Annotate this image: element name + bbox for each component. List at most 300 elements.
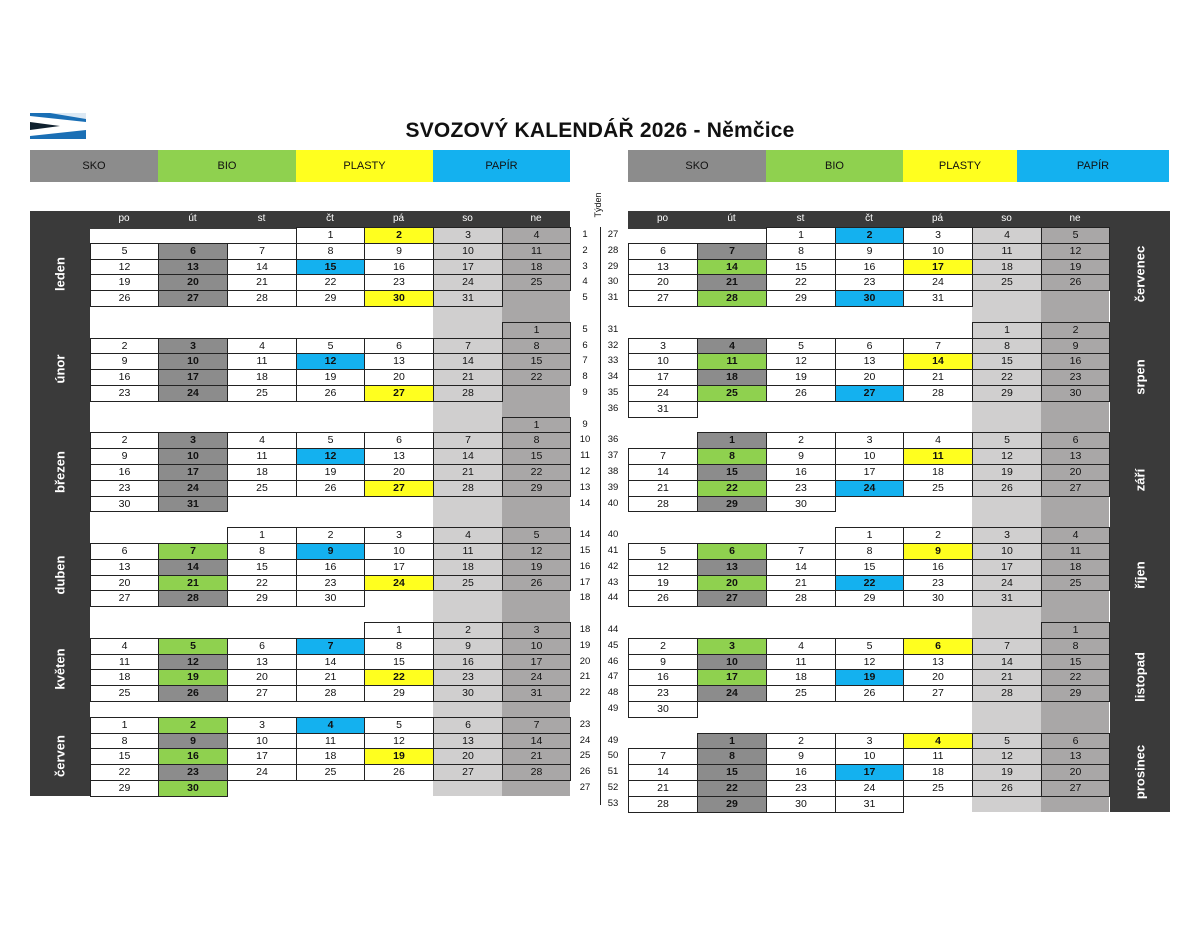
week-number: 18 — [579, 624, 591, 635]
day-cell: 29 — [90, 780, 159, 797]
day-cell: 25 — [502, 274, 571, 291]
week-number: 27 — [607, 229, 619, 240]
day-cell: 27 — [158, 290, 228, 307]
day-cell: 27 — [90, 590, 159, 607]
day-cell: 17 — [835, 764, 904, 781]
day-cell: 23 — [90, 385, 159, 402]
day-cell: 22 — [502, 464, 571, 481]
week-number: 2 — [582, 244, 588, 256]
day-cell: 30 — [364, 290, 434, 307]
day-cell: 12 — [628, 559, 698, 576]
day-cell: 21 — [766, 575, 836, 592]
day-cell: 28 — [697, 290, 767, 307]
day-cell: 17 — [158, 464, 228, 481]
day-cell: 19 — [364, 748, 434, 765]
week-number: 49 — [607, 734, 619, 746]
day-cell: 19 — [296, 464, 365, 481]
day-cell: 4 — [1041, 527, 1110, 544]
day-cell: 14 — [628, 764, 698, 781]
day-cell: 24 — [433, 274, 503, 291]
day-cell: 28 — [296, 685, 365, 702]
day-header-so: so — [1001, 213, 1012, 224]
legend-papír: PAPÍR — [1017, 150, 1169, 182]
day-cell: 7 — [433, 432, 503, 449]
day-cell: 15 — [364, 654, 434, 671]
day-cell: 28 — [227, 290, 297, 307]
day-cell: 22 — [697, 480, 767, 497]
day-cell: 11 — [502, 243, 571, 260]
day-cell: 29 — [835, 590, 904, 607]
day-cell: 4 — [433, 527, 503, 544]
day-cell: 15 — [697, 764, 767, 781]
day-cell: 26 — [766, 385, 836, 402]
day-cell: 15 — [766, 259, 836, 276]
week-number: 12 — [579, 466, 591, 477]
day-cell: 21 — [903, 369, 973, 386]
day-cell: 25 — [227, 480, 297, 497]
month-label: červen — [52, 735, 68, 778]
day-cell: 7 — [227, 243, 297, 260]
day-cell: 13 — [364, 448, 434, 465]
day-cell: 26 — [628, 590, 698, 607]
week-number: 32 — [607, 339, 619, 351]
legend-plasty: PLASTY — [296, 150, 433, 182]
month-band-březen — [30, 417, 90, 528]
day-cell: 24 — [835, 480, 904, 497]
day-cell: 15 — [227, 559, 297, 576]
day-cell: 27 — [1041, 780, 1110, 797]
week-number: 46 — [607, 655, 619, 667]
week-number: 40 — [607, 529, 619, 541]
day-cell: 11 — [1041, 543, 1110, 560]
day-cell: 25 — [903, 780, 973, 797]
day-cell: 1 — [227, 527, 297, 544]
month-label: leden — [52, 257, 68, 292]
month-label: listopad — [1132, 652, 1148, 703]
day-header-st: st — [796, 213, 805, 224]
day-cell: 28 — [433, 480, 503, 497]
day-cell: 11 — [90, 654, 159, 671]
day-cell: 27 — [697, 590, 767, 607]
day-cell: 25 — [90, 685, 159, 702]
day-cell: 30 — [90, 496, 159, 513]
day-cell: 2 — [903, 527, 973, 544]
week-number: 27 — [579, 782, 591, 793]
day-cell: 22 — [502, 369, 571, 386]
day-cell: 23 — [364, 274, 434, 291]
week-number: 19 — [579, 639, 591, 651]
day-cell: 25 — [697, 385, 767, 402]
day-cell: 3 — [364, 527, 434, 544]
day-cell: 23 — [903, 575, 973, 592]
week-number: 21 — [579, 671, 591, 683]
week-number: 44 — [607, 624, 619, 635]
day-header-so: so — [462, 213, 473, 224]
day-cell: 10 — [502, 638, 571, 655]
day-header-čt: čt — [326, 213, 334, 224]
day-cell: 18 — [697, 369, 767, 386]
day-cell: 18 — [766, 669, 836, 686]
day-cell: 28 — [628, 796, 698, 813]
day-cell: 15 — [502, 353, 571, 370]
day-cell: 8 — [90, 733, 159, 750]
day-cell: 14 — [433, 448, 503, 465]
week-header-text: Týden — [593, 192, 603, 218]
day-cell: 26 — [972, 780, 1042, 797]
day-cell: 5 — [364, 717, 434, 734]
day-cell: 5 — [296, 338, 365, 355]
week-number: 3 — [582, 260, 588, 272]
day-cell: 7 — [972, 638, 1042, 655]
month-label: květen — [52, 648, 68, 690]
day-cell: 2 — [296, 527, 365, 544]
day-cell: 2 — [628, 638, 698, 655]
day-cell: 1 — [90, 717, 159, 734]
day-cell: 19 — [766, 369, 836, 386]
day-cell: 4 — [972, 227, 1042, 244]
week-number: 31 — [607, 323, 619, 335]
day-cell: 3 — [972, 527, 1042, 544]
day-cell: 5 — [972, 733, 1042, 750]
day-cell: 4 — [90, 638, 159, 655]
day-cell: 27 — [1041, 480, 1110, 497]
day-cell: 15 — [502, 448, 571, 465]
day-cell: 24 — [628, 385, 698, 402]
day-cell: 24 — [972, 575, 1042, 592]
day-cell: 16 — [628, 669, 698, 686]
month-label: březen — [52, 450, 68, 493]
week-number: 8 — [582, 371, 588, 383]
day-cell: 6 — [1041, 733, 1110, 750]
day-header-po: po — [656, 213, 669, 224]
day-cell: 30 — [1041, 385, 1110, 402]
day-cell: 14 — [766, 559, 836, 576]
day-cell: 7 — [903, 338, 973, 355]
week-column-label — [591, 188, 605, 224]
day-cell: 14 — [433, 353, 503, 370]
day-cell: 18 — [972, 259, 1042, 276]
day-cell: 4 — [766, 638, 836, 655]
week-number: 29 — [607, 260, 619, 272]
day-cell: 31 — [972, 590, 1042, 607]
day-cell: 21 — [433, 369, 503, 386]
week-number: 42 — [607, 560, 619, 572]
day-cell: 28 — [903, 385, 973, 402]
day-header-pá: pá — [392, 213, 405, 224]
month-label: září — [1132, 468, 1148, 491]
day-cell: 8 — [502, 338, 571, 355]
day-cell: 6 — [227, 638, 297, 655]
day-cell: 13 — [628, 259, 698, 276]
day-cell: 5 — [628, 543, 698, 560]
day-cell: 29 — [364, 685, 434, 702]
day-cell: 18 — [1041, 559, 1110, 576]
day-cell: 12 — [296, 353, 365, 370]
week-number: 20 — [579, 655, 591, 667]
week-number: 33 — [607, 355, 619, 367]
week-number: 47 — [607, 671, 619, 683]
day-cell: 20 — [628, 274, 698, 291]
day-cell: 17 — [227, 748, 297, 765]
week-number: 40 — [607, 497, 619, 509]
day-cell: 20 — [1041, 464, 1110, 481]
day-cell: 28 — [502, 764, 571, 781]
day-cell: 12 — [835, 654, 904, 671]
day-cell: 1 — [697, 432, 767, 449]
month-band-říjen — [1110, 527, 1170, 622]
day-cell: 26 — [364, 764, 434, 781]
day-cell: 10 — [364, 543, 434, 560]
day-cell: 1 — [502, 417, 571, 434]
day-cell: 7 — [628, 748, 698, 765]
day-cell: 12 — [766, 353, 836, 370]
legend-right — [628, 150, 1170, 182]
day-cell: 5 — [90, 243, 159, 260]
day-cell: 11 — [296, 733, 365, 750]
day-cell: 19 — [628, 575, 698, 592]
week-number: 53 — [607, 797, 619, 809]
month-label: červenec — [1132, 246, 1148, 303]
week-number: 52 — [607, 782, 619, 793]
day-cell: 27 — [835, 385, 904, 402]
week-number: 50 — [607, 750, 619, 762]
day-cell: 11 — [433, 543, 503, 560]
week-number: 14 — [579, 497, 591, 509]
day-cell: 13 — [835, 353, 904, 370]
day-cell: 17 — [972, 559, 1042, 576]
day-cell: 18 — [502, 259, 571, 276]
day-cell: 26 — [502, 575, 571, 592]
day-cell: 22 — [972, 369, 1042, 386]
day-cell: 8 — [766, 243, 836, 260]
day-cell: 7 — [766, 543, 836, 560]
page-title: SVOZOVÝ KALENDÁŘ 2026 - Němčice — [405, 119, 795, 142]
day-cell: 13 — [364, 353, 434, 370]
day-cell: 12 — [502, 543, 571, 560]
day-cell: 11 — [972, 243, 1042, 260]
day-cell: 2 — [90, 432, 159, 449]
day-cell: 20 — [364, 464, 434, 481]
day-cell: 1 — [835, 527, 904, 544]
legend-sko: SKO — [628, 150, 766, 182]
day-cell: 27 — [227, 685, 297, 702]
day-cell: 6 — [364, 432, 434, 449]
month-band-červen — [30, 717, 90, 796]
day-cell: 13 — [1041, 448, 1110, 465]
day-cell: 24 — [835, 780, 904, 797]
day-cell: 25 — [1041, 575, 1110, 592]
month-band-listopad — [1110, 622, 1170, 733]
day-cell: 23 — [296, 575, 365, 592]
day-cell: 19 — [158, 669, 228, 686]
day-cell: 3 — [227, 717, 297, 734]
day-cell: 4 — [296, 717, 365, 734]
day-cell: 15 — [835, 559, 904, 576]
day-cell: 17 — [364, 559, 434, 576]
day-cell: 3 — [903, 227, 973, 244]
day-cell: 2 — [1041, 322, 1110, 339]
day-cell: 13 — [90, 559, 159, 576]
day-cell: 15 — [697, 464, 767, 481]
day-cell: 16 — [766, 464, 836, 481]
day-cell: 13 — [433, 733, 503, 750]
day-cell: 25 — [972, 274, 1042, 291]
day-cell: 20 — [1041, 764, 1110, 781]
saturday-column — [433, 227, 502, 796]
day-cell: 19 — [835, 669, 904, 686]
week-number: 30 — [607, 276, 619, 288]
day-cell: 6 — [1041, 432, 1110, 449]
month-band-duben — [30, 527, 90, 622]
day-cell: 3 — [835, 432, 904, 449]
day-header-ne: ne — [530, 213, 542, 224]
day-cell: 23 — [90, 480, 159, 497]
day-cell: 19 — [502, 559, 571, 576]
day-cell: 3 — [628, 338, 698, 355]
week-number: 45 — [607, 639, 619, 651]
day-cell: 4 — [903, 733, 973, 750]
day-cell: 1 — [296, 227, 365, 244]
day-cell: 24 — [364, 575, 434, 592]
day-cell: 17 — [628, 369, 698, 386]
day-cell: 6 — [697, 543, 767, 560]
day-cell: 30 — [835, 290, 904, 307]
day-cell: 29 — [972, 385, 1042, 402]
day-cell: 8 — [697, 748, 767, 765]
day-cell: 13 — [1041, 748, 1110, 765]
day-cell: 16 — [90, 464, 159, 481]
day-cell: 8 — [364, 638, 434, 655]
day-cell: 8 — [972, 338, 1042, 355]
week-number: 15 — [579, 545, 591, 556]
sunday-column — [502, 227, 570, 796]
day-cell: 6 — [433, 717, 503, 734]
day-cell: 26 — [972, 480, 1042, 497]
week-number: 22 — [579, 687, 591, 699]
day-cell: 3 — [158, 338, 228, 355]
day-cell: 23 — [628, 685, 698, 702]
day-cell: 5 — [766, 338, 836, 355]
day-cell: 10 — [158, 448, 228, 465]
day-cell: 3 — [835, 733, 904, 750]
week-number: 38 — [607, 466, 619, 477]
day-cell: 21 — [972, 669, 1042, 686]
week-number: 36 — [607, 402, 619, 414]
day-header-út: út — [188, 213, 197, 224]
day-cell: 21 — [502, 748, 571, 765]
day-cell: 4 — [227, 338, 297, 355]
day-cell: 15 — [1041, 654, 1110, 671]
day-cell: 2 — [158, 717, 228, 734]
day-cell: 26 — [835, 685, 904, 702]
day-cell: 23 — [835, 274, 904, 291]
day-cell: 2 — [90, 338, 159, 355]
day-cell: 12 — [90, 259, 159, 276]
day-cell: 11 — [766, 654, 836, 671]
day-cell: 15 — [972, 353, 1042, 370]
day-cell: 5 — [158, 638, 228, 655]
day-cell: 2 — [766, 733, 836, 750]
day-cell: 20 — [835, 369, 904, 386]
day-cell: 19 — [1041, 259, 1110, 276]
day-cell: 1 — [697, 733, 767, 750]
day-cell: 9 — [364, 243, 434, 260]
day-cell: 16 — [158, 748, 228, 765]
day-cell: 10 — [972, 543, 1042, 560]
day-cell: 14 — [227, 259, 297, 276]
day-cell: 6 — [158, 243, 228, 260]
day-cell: 16 — [903, 559, 973, 576]
day-cell: 7 — [502, 717, 571, 734]
legend-plasty: PLASTY — [903, 150, 1017, 182]
day-cell: 27 — [628, 290, 698, 307]
week-number: 6 — [582, 339, 588, 351]
day-cell: 4 — [502, 227, 571, 244]
day-cell: 31 — [903, 290, 973, 307]
week-number: 17 — [579, 576, 591, 588]
day-cell: 14 — [158, 559, 228, 576]
day-cell: 11 — [903, 448, 973, 465]
day-cell: 21 — [697, 274, 767, 291]
day-cell: 5 — [835, 638, 904, 655]
day-cell: 10 — [835, 748, 904, 765]
week-number: 26 — [579, 766, 591, 778]
week-number: 41 — [607, 545, 619, 556]
day-cell: 9 — [766, 748, 836, 765]
day-cell: 31 — [158, 496, 228, 513]
day-cell: 20 — [90, 575, 159, 592]
day-cell: 1 — [502, 322, 571, 339]
week-number: 10 — [579, 434, 591, 446]
day-cell: 18 — [433, 559, 503, 576]
day-cell: 12 — [158, 654, 228, 671]
day-cell: 14 — [502, 733, 571, 750]
week-number: 7 — [582, 355, 588, 367]
month-band-únor — [30, 322, 90, 417]
week-number: 37 — [607, 450, 619, 462]
day-cell: 29 — [1041, 685, 1110, 702]
day-cell: 26 — [90, 290, 159, 307]
day-cell: 25 — [433, 575, 503, 592]
day-cell: 17 — [835, 464, 904, 481]
day-cell: 2 — [766, 432, 836, 449]
month-label: únor — [52, 354, 68, 384]
day-cell: 10 — [158, 353, 228, 370]
day-header-čt: čt — [865, 213, 873, 224]
day-cell: 31 — [835, 796, 904, 813]
legend-papír: PAPÍR — [433, 150, 570, 182]
day-cell: 22 — [1041, 669, 1110, 686]
day-cell: 11 — [697, 353, 767, 370]
day-cell: 29 — [697, 796, 767, 813]
day-cell: 7 — [158, 543, 228, 560]
day-header-st: st — [257, 213, 266, 224]
day-cell: 2 — [433, 622, 503, 639]
day-cell: 21 — [158, 575, 228, 592]
center-divider — [600, 227, 601, 805]
day-cell: 27 — [364, 480, 434, 497]
day-cell: 26 — [296, 385, 365, 402]
day-cell: 24 — [502, 669, 571, 686]
day-cell: 15 — [296, 259, 365, 276]
day-cell: 17 — [502, 654, 571, 671]
day-cell: 22 — [90, 764, 159, 781]
day-cell: 23 — [766, 480, 836, 497]
day-cell: 6 — [628, 243, 698, 260]
day-cell: 29 — [502, 480, 571, 497]
day-cell: 29 — [296, 290, 365, 307]
day-cell: 13 — [697, 559, 767, 576]
